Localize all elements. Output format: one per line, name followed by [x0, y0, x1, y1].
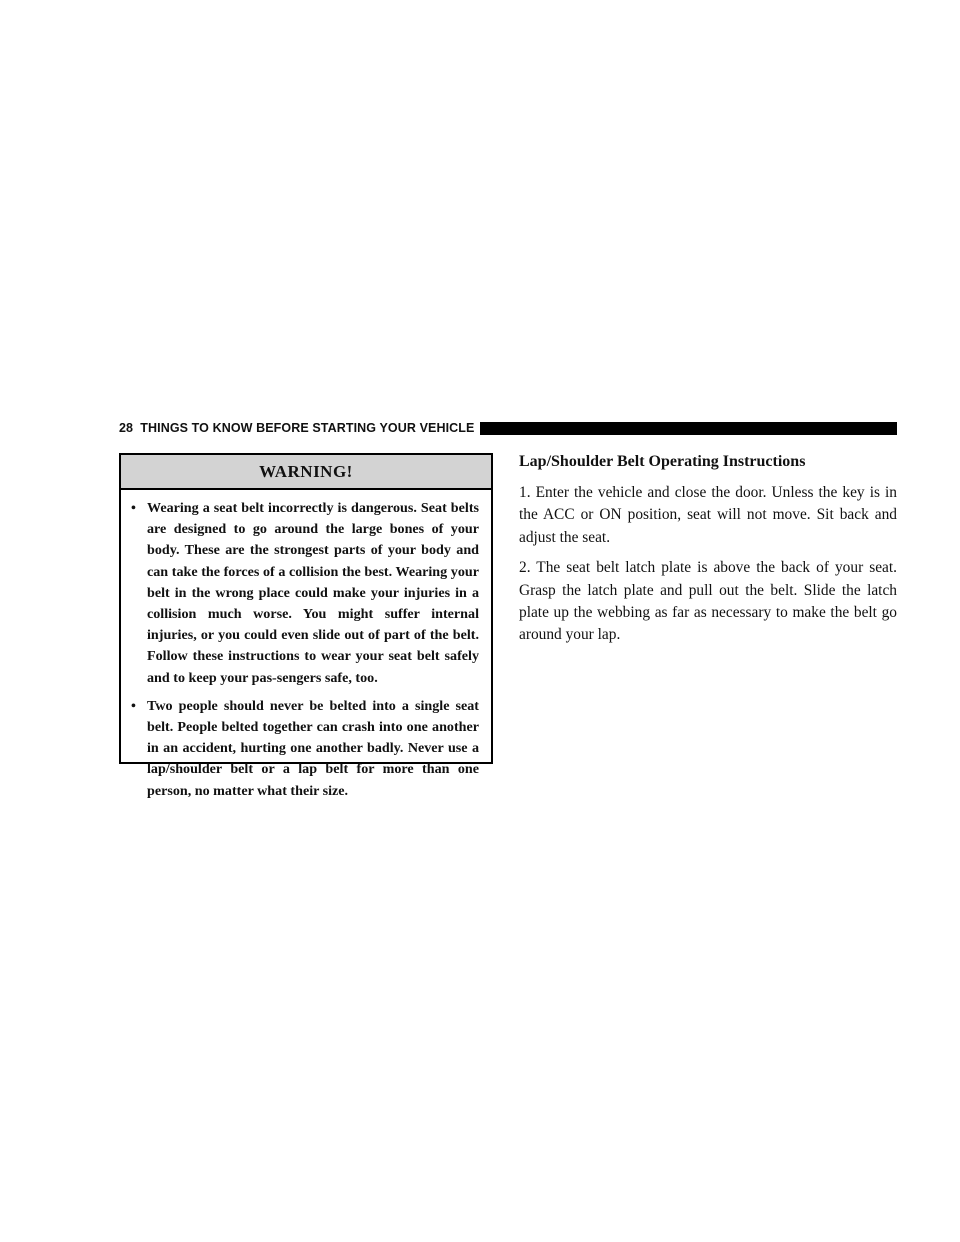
page-header: [119, 419, 897, 437]
warning-item-text: Wearing a seat belt incorrectly is dangerous. Seat belts are designed to go around the large bones of your body. These are the strongest parts of your body and can take the forces of a collision the best. Wearing your belt in the wrong place could make your injuries in a collision much worse. You might suffer internal injuries, or you could even slide out of part of the belt. Follow these instructions to wear your seat belt safely and to keep your pas-sengers safe, too.: [147, 500, 479, 686]
warning-item: [131, 696, 479, 802]
instruction-paragraph: 1. Enter the vehicle and close the door. Unless the key is in the ACC or ON position, seat will not move. Sit back and adjust the seat.: [519, 484, 897, 546]
warning-box: [119, 453, 493, 799]
warning-title: WARNING!: [121, 455, 491, 490]
page-header-text: [119, 421, 474, 435]
header-rule: [480, 422, 897, 435]
page-number: 28: [119, 421, 134, 435]
section-title: THINGS TO KNOW BEFORE STARTING YOUR VEHICLE: [140, 421, 475, 435]
instructions-column: [519, 450, 897, 655]
bullet-icon: •: [131, 501, 136, 516]
warning-item: [131, 498, 479, 689]
warning-item-text: Two people should never be belted into a single seat belt. People belted together can crash into one another in an accident, hurting one another badly. Never use a lap/shoulder belt or a lap belt for more than one person, no matter what their size.: [147, 697, 479, 799]
section-heading: Lap/Shoulder Belt Operating Instructions: [519, 453, 806, 470]
warning-list: [121, 490, 491, 802]
instruction-paragraph: 2. The seat belt latch plate is above the back of your seat. Grasp the latch plate and pull out the belt. Slide the latch plate up the webbing as far as necessary to make the belt go around your lap.: [519, 559, 897, 644]
bullet-icon: •: [131, 698, 136, 714]
